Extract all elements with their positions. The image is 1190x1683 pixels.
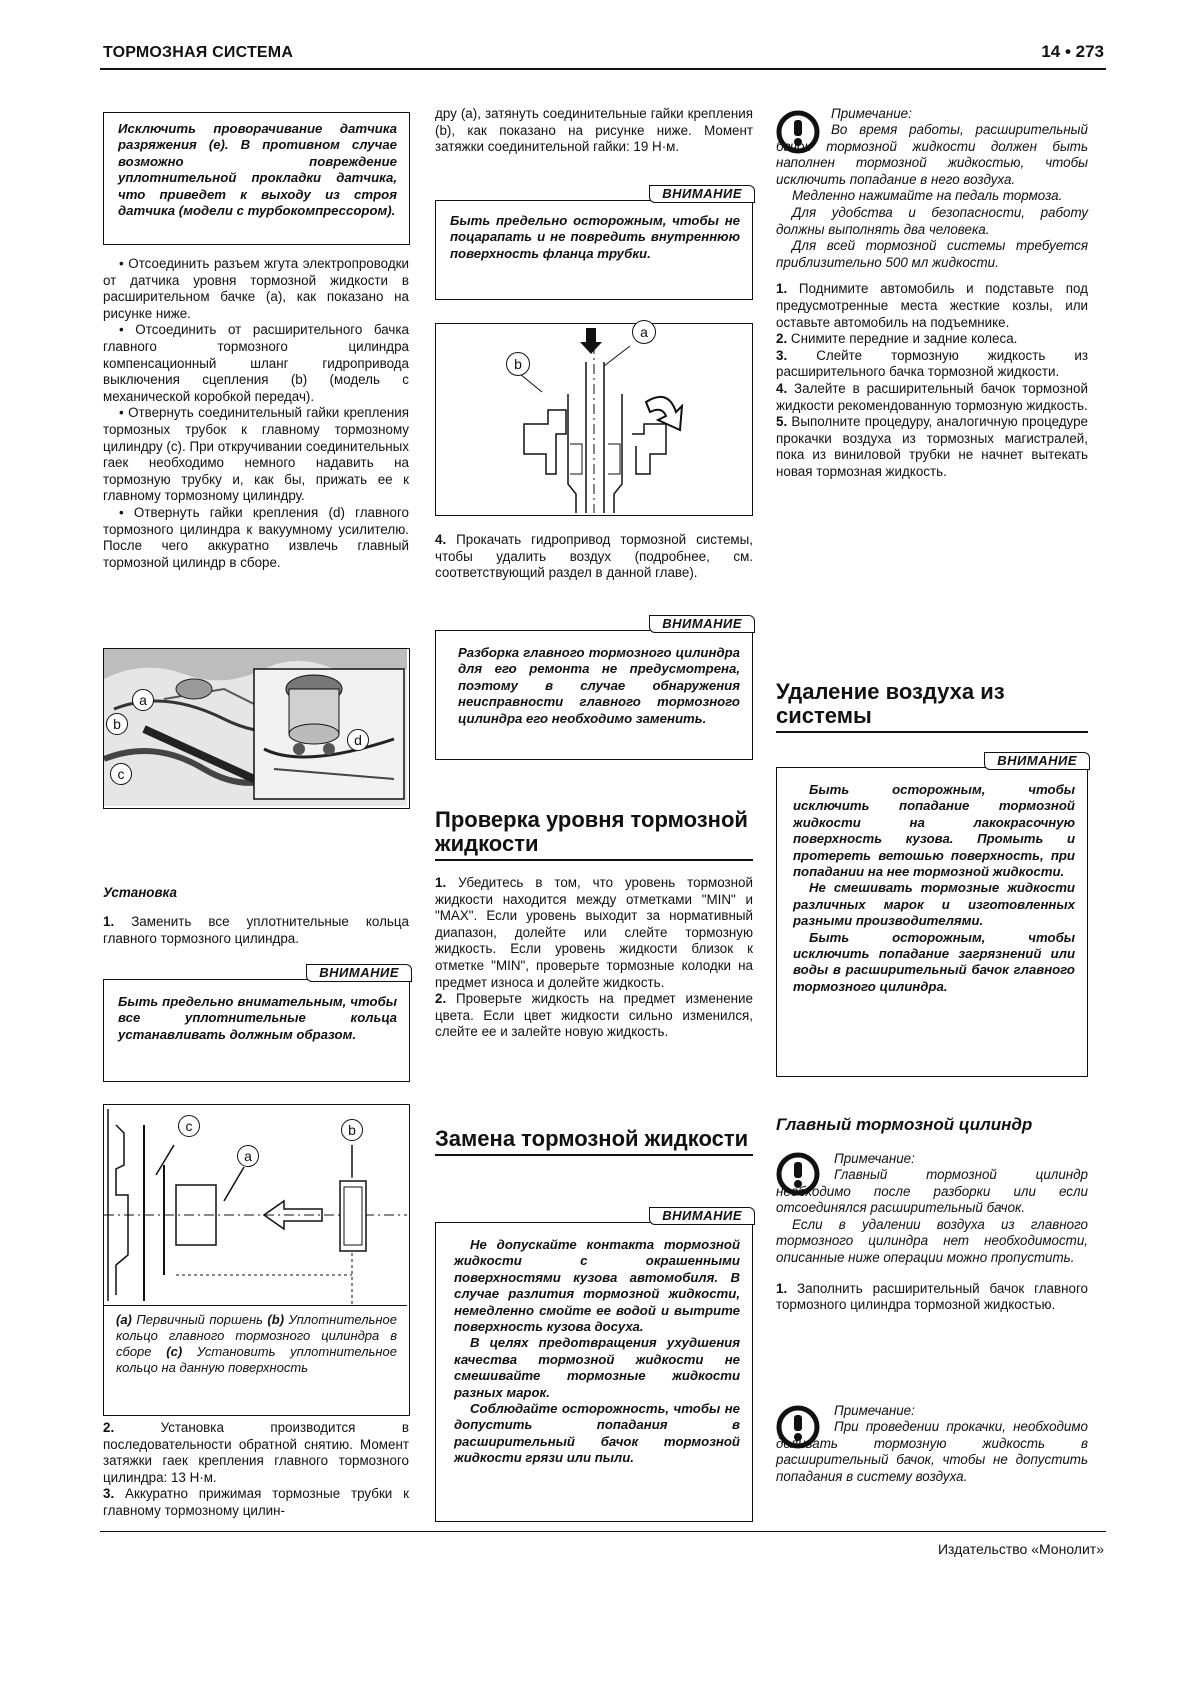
fluid-step-3: 3. Слейте тормозную жидкость из расширительного бачка тормозной жидкости.: [776, 347, 1088, 380]
callout-b: b: [506, 352, 530, 376]
warning-text-3: Соблюдайте осторожность, чтобы не допустить попадания в расширительный бачок тормозной жидкости грязи или пыли.: [454, 1401, 740, 1466]
warning-box-fluid: [435, 1208, 753, 1522]
warning-label: ВНИМАНИЕ: [306, 964, 412, 982]
section-heading-level-check: Проверка уровня тормозной жидкости: [435, 808, 753, 861]
warning-label: ВНИМАНИЕ: [649, 1207, 755, 1225]
callout-c: c: [110, 763, 132, 785]
bullet-disconnect-connector: • Отсоединить разъем жгута электропроводки от датчика уровня тормозной жидкости в расширительном бачке (а), как показано на рисунке ниже.: [103, 256, 409, 321]
note-2: [776, 1150, 1088, 1314]
warning-label: ВНИМАНИЕ: [649, 615, 755, 633]
note-text-2: Медленно нажимайте на педаль тормоза.: [792, 188, 1063, 204]
warning-text: Разборка главного тормозного цилиндра для его ремонта не предусмотрена, поэтому в случае обнаружения неисправности главного тормозного цилиндра его необходимо заменить.: [458, 645, 740, 726]
install-step-3: 3. Аккуратно прижимая тормозные трубки к главному тормозному цилин-: [103, 1486, 409, 1518]
section-heading-fluid-replace: Замена тормозной жидкости: [435, 1127, 753, 1156]
note-3: [776, 1402, 1088, 1485]
note-label: Примечание:: [834, 1403, 915, 1418]
engine-bay-illustration: [104, 649, 407, 806]
warning-text: Быть предельно внимательным, чтобы все уплотнительные кольца устанавливать должным образом.: [118, 994, 397, 1042]
continued-text: дру (а), затянуть соединительные гайки крепления (b), как показано на рисунке ниже. Момент затяжки соединительной гайки: 19 Н·м.: [435, 106, 753, 155]
note-label: Примечание:: [834, 1151, 915, 1166]
note-text: Во время работы, расширительный бачок тормозной жидкости должен быть наполнен тормозной жидкостью, чтобы исключить попадание в него воздуха.: [776, 122, 1088, 187]
note-text: Главный тормозной цилиндр необходимо после разборки или если отсоединялся расширительный бачок.: [776, 1167, 1088, 1216]
bullet-disconnect-hose: • Отсоединить от расширительного бачка главного тормозного цилиндра компенсационный шланг гидропривода выключения сцепления (b) (модель с механической коробкой передач).: [103, 322, 409, 404]
warning-box-orings: [103, 965, 410, 1082]
callout-b: b: [106, 713, 128, 735]
callout-a: a: [132, 689, 154, 711]
warning-box-flange: [435, 186, 753, 300]
fluid-step-1: 1. Поднимите автомобиль и подставьте под предусмотренные места жесткие козлы, или оставьте автомобиль на подъемнике.: [776, 281, 1088, 330]
level-step-1: 1. Убедитесь в том, что уровень тормозной жидкости находится между отметками "MIN" и "MAX". Если уровень выходит за нормативный диапазон, долейте или слейте тормозную жидкость. Если уровень жидкости близок к отметке "MIN", проверьте тормозные колодки на предмет износа и долейте жидкость.: [435, 875, 753, 990]
note-text-2: Если в удалении воздуха из главного тормозного цилиндра нет необходимости, описанные ниже операции можно пропустить.: [776, 1216, 1088, 1265]
callout-d: d: [347, 729, 369, 751]
master-step-1: 1. Заполнить расширительный бачок главного тормозного цилиндра тормозной жидкостью.: [776, 1280, 1088, 1313]
warning-text-2: Не смешивать тормозные жидкости различных марок и изготовленных разными производителями.: [793, 880, 1075, 929]
bleed-section: [776, 680, 1088, 733]
subheading-master-cylinder: Главный тормозной цилиндр: [776, 1115, 1033, 1134]
section-heading-bleed: Удаление воздуха из системы: [776, 680, 1088, 733]
install-steps-2-3: [103, 1420, 409, 1520]
callout-a: a: [237, 1145, 259, 1167]
fluid-step-4: 4. Залейте в расширительный бачок тормозной жидкости рекомендованную тормозную жидкость.: [776, 380, 1088, 413]
warning-text-1: Не допускайте контакта тормозной жидкости с окрашенными поверхностями кузова автомобиля. В случае разлития тормозной жидкости, немедленно смойте ее водой и вытрите поверхность кузова досуха.: [454, 1237, 740, 1335]
column-1-text: [103, 256, 409, 571]
callout-b: b: [341, 1119, 363, 1141]
figure-engine-bay: [103, 648, 410, 809]
figure-flange-diagram: [435, 323, 753, 516]
footer-rule: [100, 1531, 1106, 1532]
caution-text: Исключить проворачивание датчика разряжения (е). В противном случае возможно повреждение уплотнительной прокладки датчика, что приведет к выходу из строя датчика (модели с турбокомпрессором).: [118, 121, 397, 219]
fluid-replace-section: [435, 1127, 753, 1156]
note-label: Примечание:: [831, 106, 912, 121]
column-2-top: [435, 106, 753, 156]
level-step-2: 2. Проверьте жидкость на предмет изменение цвета. Если цвет жидкости сильно изменился, слейте ее и залейте новую жидкость.: [435, 991, 753, 1040]
note-1: [776, 105, 1088, 480]
warning-box-repair: [435, 616, 753, 760]
page-number: 14 • 273: [1041, 42, 1104, 61]
bleed-step: [435, 532, 753, 582]
warning-text: Быть предельно осторожным, чтобы не поцарапать и не повредить внутреннюю поверхность фланца трубки.: [450, 213, 740, 261]
header-rule: [100, 68, 1106, 70]
bullet-unscrew-nuts: • Отвернуть соединительный гайки крепления тормозных трубок к главному тормозному цилиндру (с). При откручивании соединительных гаек необходимо немного надавить на тормозную трубку и, как бы, прижать ее к главному тормозному цилиндру.: [103, 405, 409, 504]
flange-diagram: [436, 324, 750, 513]
publisher-footer: Издательство «Монолит»: [937, 1541, 1104, 1557]
fluid-step-2: 2. Снимите передние и задние колеса.: [776, 331, 1018, 347]
callout-a: a: [632, 320, 656, 344]
warning-text-1: Быть осторожным, чтобы исключить попадание тормозной жидкости на лакокрасочную поверхность кузова. Промыть и протереть ветошью поверхность, при попадании на нее тормозной жидкости.: [793, 782, 1075, 880]
master-cylinder-section: [776, 1115, 1088, 1135]
step-4: 4. Прокачать гидропривод тормозной системы, чтобы удалить воздух (подробнее, см. соответствующий раздел в данной главе).: [435, 532, 753, 581]
install-section: [103, 885, 409, 947]
install-step-1: 1. Заменить все уплотнительные кольца главного тормозного цилиндра.: [103, 914, 409, 946]
figure-piston-diagram: [103, 1104, 410, 1416]
install-step-2: 2. Установка производится в последовательности обратной снятию. Момент затяжки гаек крепления главного тормозного цилиндра: 13 Н·м.: [103, 1420, 409, 1485]
note-text: При проведении прокачки, необходимо доливать тормозную жидкость в расширительный бачок, чтобы не допустить попадания в систему воздуха.: [776, 1419, 1088, 1484]
warning-label: ВНИМАНИЕ: [984, 752, 1090, 770]
caution-box-sensor: [103, 112, 410, 245]
bullet-remove-cylinder: • Отвернуть гайки крепления (d) главного тормозного цилиндра к вакуумному усилителю. После чего аккуратно извлечь главный тормозной цилиндр в сборе.: [103, 504, 409, 570]
warning-text-2: В целях предотвращения ухудшения качества тормозной жидкости не смешивайте тормозные жидкости разных марок.: [454, 1335, 740, 1400]
install-heading: Установка: [103, 885, 177, 900]
warning-text-3: Быть осторожным, чтобы исключить попадание загрязнений или воды в расширительный бачок главного тормозного цилиндра.: [793, 929, 1075, 994]
note-text-3: Для удобства и безопасности, работу должны выполнять два человека.: [776, 204, 1088, 237]
running-header-section: ТОРМОЗНАЯ СИСТЕМА: [103, 44, 294, 61]
note-text-4: Для всей тормозной системы требуется приблизительно 500 мл жидкости.: [776, 238, 1088, 270]
figure-caption: (a) Первичный поршень (b) Уплотнительное кольцо главного тормозного цилиндра в сборе (c) Установить уплотнительное кольцо на данную поверхность: [104, 1305, 407, 1376]
fluid-step-5: 5. Выполните процедуру, аналогичную процедуре прокачки воздуха из тормозных магистралей, пока из виниловой трубки не начнет вытекать новая тормозная жидкость.: [776, 414, 1088, 479]
warning-label: ВНИМАНИЕ: [649, 185, 755, 203]
level-check-section: [435, 808, 753, 1041]
callout-c: c: [178, 1115, 200, 1137]
warning-box-bleed: [776, 753, 1088, 1077]
